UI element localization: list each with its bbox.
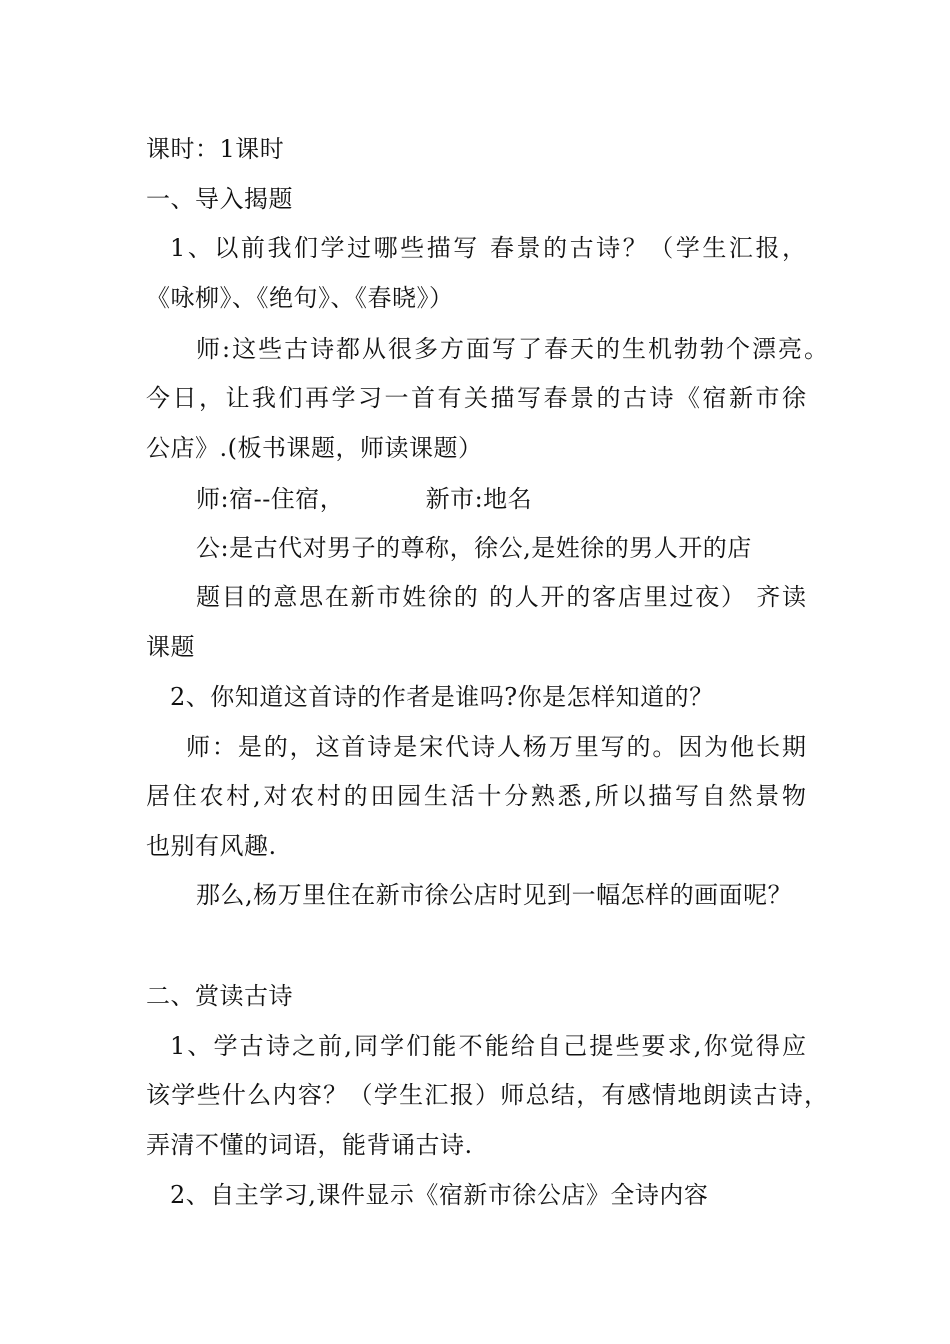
paragraph-line: 师:宿--住宿， 新市:地名 (196, 485, 533, 513)
paragraph-line: 题目的意思在新市姓徐的 的人开的客店里过夜） 齐读 (196, 583, 806, 611)
paragraph-line: 公店》.(板书课题，师读课题） (146, 434, 483, 462)
paragraph-line: 那么,杨万里住在新市徐公店时见到一幅怎样的画面呢？ (196, 881, 793, 909)
section-heading-reading: 二、赏读古诗 (146, 982, 293, 1010)
paragraph-line: 1、学古诗之前,同学们能不能给自己提些要求,你觉得应 (170, 1032, 806, 1060)
paragraph-line: 师：是的，这首诗是宋代诗人杨万里写的。因为他长期 (186, 733, 806, 761)
paragraph-line: 1、以前我们学过哪些描写 春景的古诗？（学生汇报， (170, 234, 806, 262)
paragraph-line: 师:这些古诗都从很多方面写了春天的生机勃勃个漂亮。 (196, 335, 828, 363)
paragraph-line: 2、你知道这首诗的作者是谁吗?你是怎样知道的？ (170, 683, 714, 711)
paragraph-line: 公:是古代对男子的尊称，徐公,是姓徐的男人开的店 (196, 534, 752, 562)
paragraph-line: 也别有风趣. (146, 832, 277, 860)
paragraph-line: 今日，让我们再学习一首有关描写春景的古诗《宿新市徐 (146, 384, 806, 412)
paragraph-line: 2、自主学习,课件显示《宿新市徐公店》全诗内容 (170, 1181, 709, 1209)
paragraph-line: 居住农村,对农村的田园生活十分熟悉,所以描写自然景物 (146, 782, 806, 810)
paragraph-line: 《咏柳》、《绝句》、《春晓》） (146, 284, 454, 312)
section-heading-intro: 一、导入揭题 (146, 185, 293, 213)
class-hours-line: 课时：1课时 (146, 135, 285, 163)
paragraph-line: 课题 (146, 633, 195, 661)
paragraph-line: 弄清不懂的词语，能背诵古诗. (146, 1131, 473, 1159)
paragraph-line: 该学些什么内容？（学生汇报）师总结，有感情地朗读古诗， (146, 1081, 828, 1109)
